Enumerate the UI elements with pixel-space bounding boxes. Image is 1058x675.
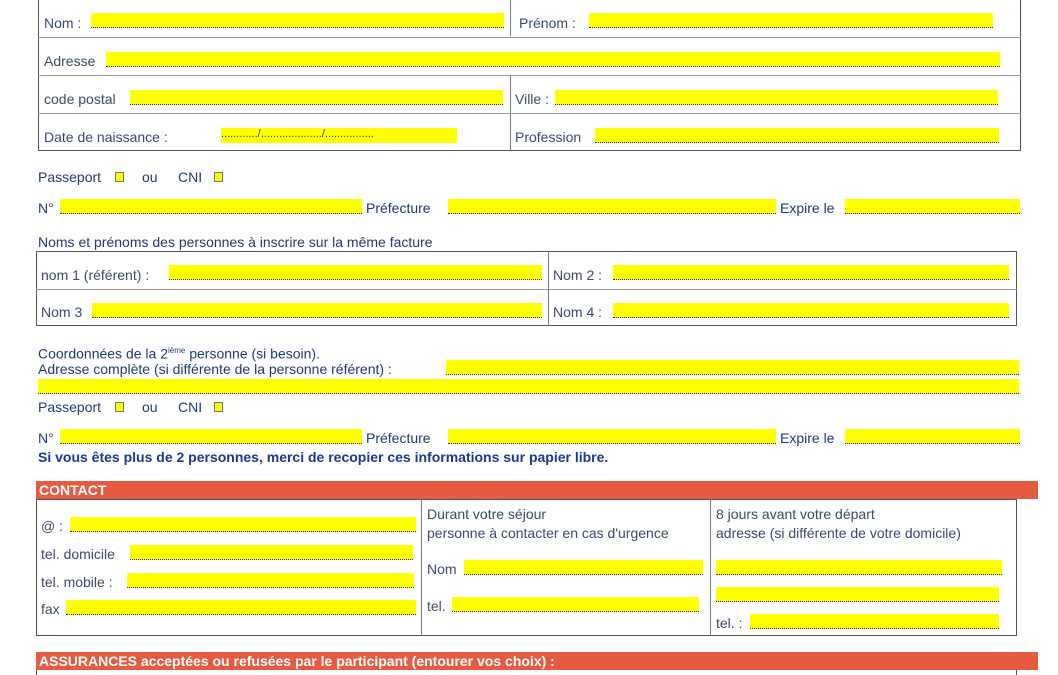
sejour-tel-label: tel. xyxy=(427,598,446,614)
nom3-label: Nom 3 xyxy=(41,304,83,320)
code-postal-field[interactable] xyxy=(130,90,503,105)
prefecture2-field[interactable] xyxy=(448,429,776,444)
expire2-field[interactable] xyxy=(845,429,1020,444)
profession-label: Profession xyxy=(515,129,582,145)
nom2-label: Nom 2 : xyxy=(553,267,603,283)
sejour-heading-1: Durant votre séjour xyxy=(427,506,547,522)
tel-mobile-label: tel. mobile : xyxy=(41,574,113,590)
nom1-field[interactable] xyxy=(169,265,542,280)
email-label: @ : xyxy=(41,518,63,534)
passeport2-checkbox[interactable] xyxy=(115,402,124,412)
identity-divider-top xyxy=(510,0,511,36)
sejour-heading-2: personne à contacter en cas d'urgence xyxy=(427,525,669,541)
passeport2-label: Passeport xyxy=(38,399,102,415)
identity-row-line-2 xyxy=(38,75,1021,76)
code-postal-label: code postal xyxy=(44,91,116,107)
tel-domicile-field[interactable] xyxy=(130,545,413,560)
adresse-complete-field-2[interactable] xyxy=(38,379,1019,394)
date-naissance-field[interactable]: ............/..................../................ xyxy=(221,128,457,143)
nom-label: Nom : xyxy=(44,15,82,31)
passeport-label: Passeport xyxy=(38,169,102,185)
cni-label: CNI xyxy=(178,169,203,185)
assurances-header: ASSURANCES acceptées ou refusées par le participant (entourer vos choix) : xyxy=(36,652,1038,670)
nom3-field[interactable] xyxy=(92,303,542,318)
prefecture2-label: Préfecture xyxy=(366,430,431,446)
notice-text: Si vous êtes plus de 2 personnes, merci de recopier ces informations sur papier libre. xyxy=(38,449,609,465)
persons-row-line xyxy=(36,289,1017,290)
adresse-label: Adresse xyxy=(44,53,96,69)
second-heading-prefix: Coordonnées de la 2 xyxy=(38,345,168,362)
prenom-label: Prénom : xyxy=(519,15,576,31)
adresse-field[interactable] xyxy=(106,52,1000,67)
ou2-label: ou xyxy=(142,399,158,415)
tel-mobile-field[interactable] xyxy=(127,573,414,588)
fax-label: fax xyxy=(41,601,60,617)
sejour-nom-field[interactable] xyxy=(464,560,703,575)
depart-address-field-2[interactable] xyxy=(716,587,999,602)
ou-label: ou xyxy=(142,169,158,185)
date-naissance-label: Date de naissance : xyxy=(44,129,168,145)
identity-row-line-1 xyxy=(38,37,1021,38)
depart-address-field-1[interactable] xyxy=(716,560,1002,575)
nom-field[interactable] xyxy=(91,13,504,28)
nom4-label: Nom 4 : xyxy=(553,304,603,320)
contact-header: CONTACT xyxy=(36,481,1038,499)
depart-tel-label: tel. : xyxy=(716,615,743,631)
numero-field[interactable] xyxy=(60,199,362,214)
persons-divider xyxy=(548,251,549,326)
numero2-label: N° xyxy=(38,430,54,446)
persons-heading: Noms et prénoms des personnes à inscrire sur la même facture xyxy=(38,234,433,250)
tel-domicile-label: tel. domicile xyxy=(41,546,115,562)
cni2-checkbox[interactable] xyxy=(214,402,223,412)
prefecture-label: Préfecture xyxy=(366,200,431,216)
prenom-field[interactable] xyxy=(589,13,993,28)
passeport-checkbox[interactable] xyxy=(115,172,124,182)
profession-field[interactable] xyxy=(595,128,999,143)
expire2-label: Expire le xyxy=(780,430,835,446)
identity-row-line-3 xyxy=(38,113,1021,114)
depart-tel-field[interactable] xyxy=(750,614,999,629)
adresse-complete-label: Adresse complète (si différente de la personne référent) : xyxy=(38,361,392,377)
expire-field[interactable] xyxy=(845,199,1020,214)
prefecture-field[interactable] xyxy=(448,199,776,214)
cni-checkbox[interactable] xyxy=(214,172,223,182)
second-heading-sup: ième xyxy=(168,346,186,355)
nom1-label: nom 1 (référent) : xyxy=(41,267,150,283)
email-field[interactable] xyxy=(70,517,416,532)
second-heading-suffix: personne (si besoin). xyxy=(185,345,320,362)
expire-label: Expire le xyxy=(780,200,835,216)
cni2-label: CNI xyxy=(178,399,203,415)
fax-field[interactable] xyxy=(66,600,416,615)
contact-divider-2 xyxy=(710,499,711,636)
sejour-nom-label: Nom xyxy=(427,561,457,577)
nom4-field[interactable] xyxy=(613,303,1009,318)
depart-heading-1: 8 jours avant votre départ xyxy=(716,506,875,522)
ville-field[interactable] xyxy=(555,90,998,105)
nom2-field[interactable] xyxy=(613,265,1009,280)
sejour-tel-field[interactable] xyxy=(452,597,699,612)
assurances-table-top xyxy=(36,670,1017,675)
ville-label: Ville : xyxy=(515,91,549,107)
adresse-complete-field-1[interactable] xyxy=(446,360,1019,375)
contact-divider-1 xyxy=(421,499,422,636)
second-heading xyxy=(38,343,320,362)
numero2-field[interactable] xyxy=(60,429,362,444)
numero-label: N° xyxy=(38,200,54,216)
depart-heading-2: adresse (si différente de votre domicile) xyxy=(716,525,961,541)
